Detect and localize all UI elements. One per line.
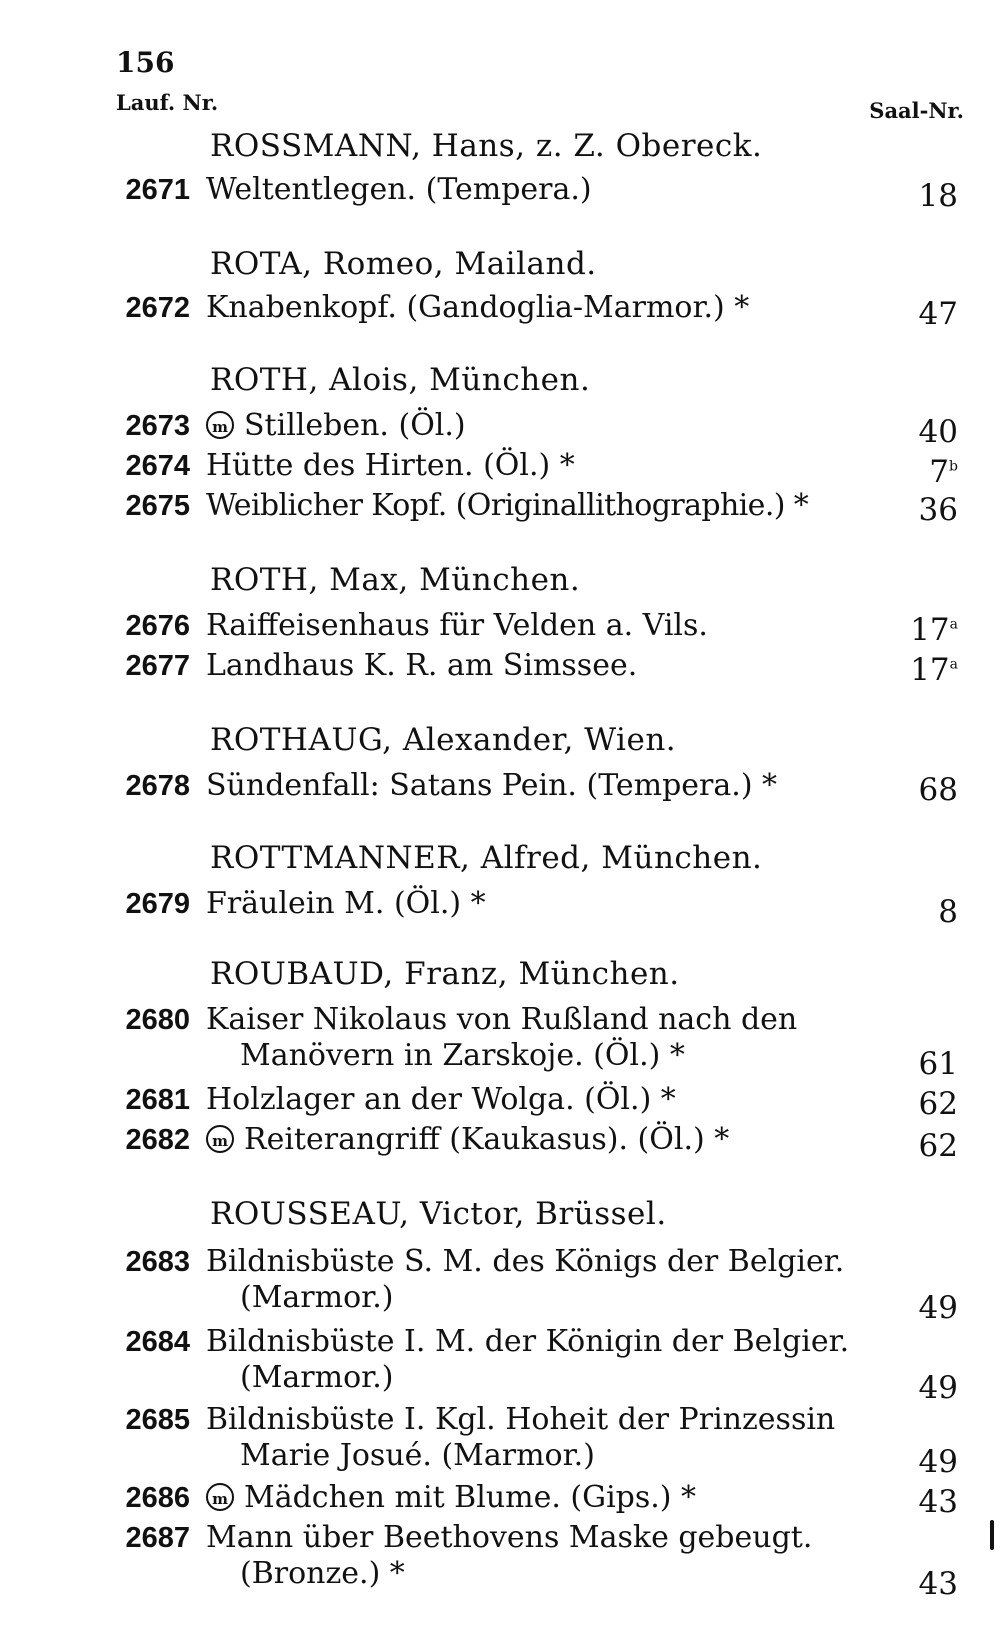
room-number: 49 [918,1290,958,1326]
entry-title-continued: (Marmor.) [240,1360,394,1395]
entry-title: Weiblicher Kopf. (Originallithographie.) * [206,488,809,523]
room-number: 49 [918,1370,958,1406]
room-number: 36 [918,492,958,528]
entry-number: 2683 [125,1246,190,1278]
room-number: 40 [918,414,958,450]
room-number: 8 [938,894,958,930]
entry-number: 2674 [125,450,190,482]
catalog-entry [0,288,1000,332]
entry-number: 2680 [125,1004,190,1036]
room-number: 43 [918,1484,958,1520]
entry-title: Kaiser Nikolaus von Rußland nach den [206,1002,798,1037]
room-number: 17$^a$ [910,652,958,688]
entry-title: Landhaus K. R. am Simssee. [206,648,638,683]
catalog-entry [0,1518,1000,1602]
artist-heading: ROTH, Max, München. [210,562,581,598]
catalog-entry [0,406,1000,450]
catalog-entry [0,1400,1000,1478]
entry-title: Fräulein M. (Öl.) * [206,886,486,921]
room-number: 49 [918,1444,958,1480]
entry-number: 2684 [125,1326,190,1358]
entry-number: 2679 [125,888,190,920]
artist-heading: ROTH, Alois, München. [210,362,591,398]
room-number: 68 [918,772,958,808]
room-number: 18 [918,178,958,214]
monogram-mark-icon: m [206,1125,234,1153]
artist-heading: ROTA, Romeo, Mailand. [210,246,597,282]
catalog-entry [0,486,1000,530]
page-number: 156 [116,46,175,79]
column-header-saal-nr: Saal-Nr. [869,98,964,123]
catalog-entry [0,1000,1000,1082]
catalog-entry [0,1478,1000,1522]
entry-number: 2678 [125,770,190,802]
room-number: 43 [918,1566,958,1602]
artist-heading: ROTTMANNER, Alfred, München. [210,840,763,876]
entry-number: 2671 [125,174,190,206]
entry-title: Raiffeisenhaus für Velden a. Vils. [206,608,708,643]
catalog-entry [0,1322,1000,1406]
entry-number: 2681 [125,1084,190,1116]
entry-number: 2682 [125,1124,190,1156]
catalog-entry [0,606,1000,650]
column-header-lauf-nr: Lauf. Nr. [116,90,219,115]
catalog-entry [0,646,1000,690]
room-number: 62 [918,1086,958,1122]
entry-number: 2677 [125,650,190,682]
artist-heading: ROSSMANN, Hans, z. Z. Obereck. [210,128,763,164]
entry-number: 2673 [125,410,190,442]
entry-title: Stilleben. (Öl.) [244,408,466,443]
catalog-entry [0,1242,1000,1326]
monogram-mark-icon: m [206,1483,234,1511]
entry-title: Bildnisbüste I. Kgl. Hoheit der Prinzessin [206,1402,836,1437]
room-number: 61 [918,1046,958,1082]
catalog-entry [0,1120,1000,1164]
catalog-entry [0,884,1000,928]
room-number: 17$^a$ [910,612,958,648]
room-number: 7$^b$ [929,454,958,490]
entry-title: Sündenfall: Satans Pein. (Tempera.) * [206,768,778,803]
entry-title-continued: Marie Josué. (Marmor.) [240,1438,595,1473]
entry-title: Bildnisbüste I. M. der Königin der Belgier. [206,1324,850,1359]
entry-title-continued: Manövern in Zarskoje. (Öl.) * [240,1038,685,1073]
catalog-entry [0,446,1000,490]
room-number: 47 [918,296,958,332]
entry-number: 2672 [125,292,190,324]
page-edge-mark [990,1520,994,1550]
entry-title: Weltentlegen. (Tempera.) [206,172,592,207]
artist-heading: ROUSSEAU, Victor, Brüssel. [210,1196,667,1232]
entry-title: Knabenkopf. (Gandoglia-Marmor.) * [206,290,750,325]
catalog-entry [0,1080,1000,1124]
entry-title-continued: (Marmor.) [240,1280,394,1315]
entry-title-continued: (Bronze.) * [240,1556,405,1591]
entry-title: Mädchen mit Blume. (Gips.) * [244,1480,697,1515]
monogram-mark-icon: m [206,411,234,439]
entry-number: 2676 [125,610,190,642]
entry-title: Bildnisbüste S. M. des Königs der Belgier. [206,1244,845,1279]
entry-title: Holzlager an der Wolga. (Öl.) * [206,1082,676,1117]
artist-heading: ROTHAUG, Alexander, Wien. [210,722,677,758]
catalog-entry [0,170,1000,214]
entry-title: Reiterangriff (Kaukasus). (Öl.) * [244,1122,730,1157]
room-number: 62 [918,1128,958,1164]
entry-title: Mann über Beethovens Maske gebeugt. [206,1520,813,1555]
entry-number: 2675 [125,490,190,522]
entry-number: 2686 [125,1482,190,1514]
entry-number: 2687 [125,1522,190,1554]
entry-title: Hütte des Hirten. (Öl.) * [206,448,575,483]
entry-number: 2685 [125,1404,190,1436]
artist-heading: ROUBAUD, Franz, München. [210,956,680,992]
catalog-entry [0,766,1000,810]
